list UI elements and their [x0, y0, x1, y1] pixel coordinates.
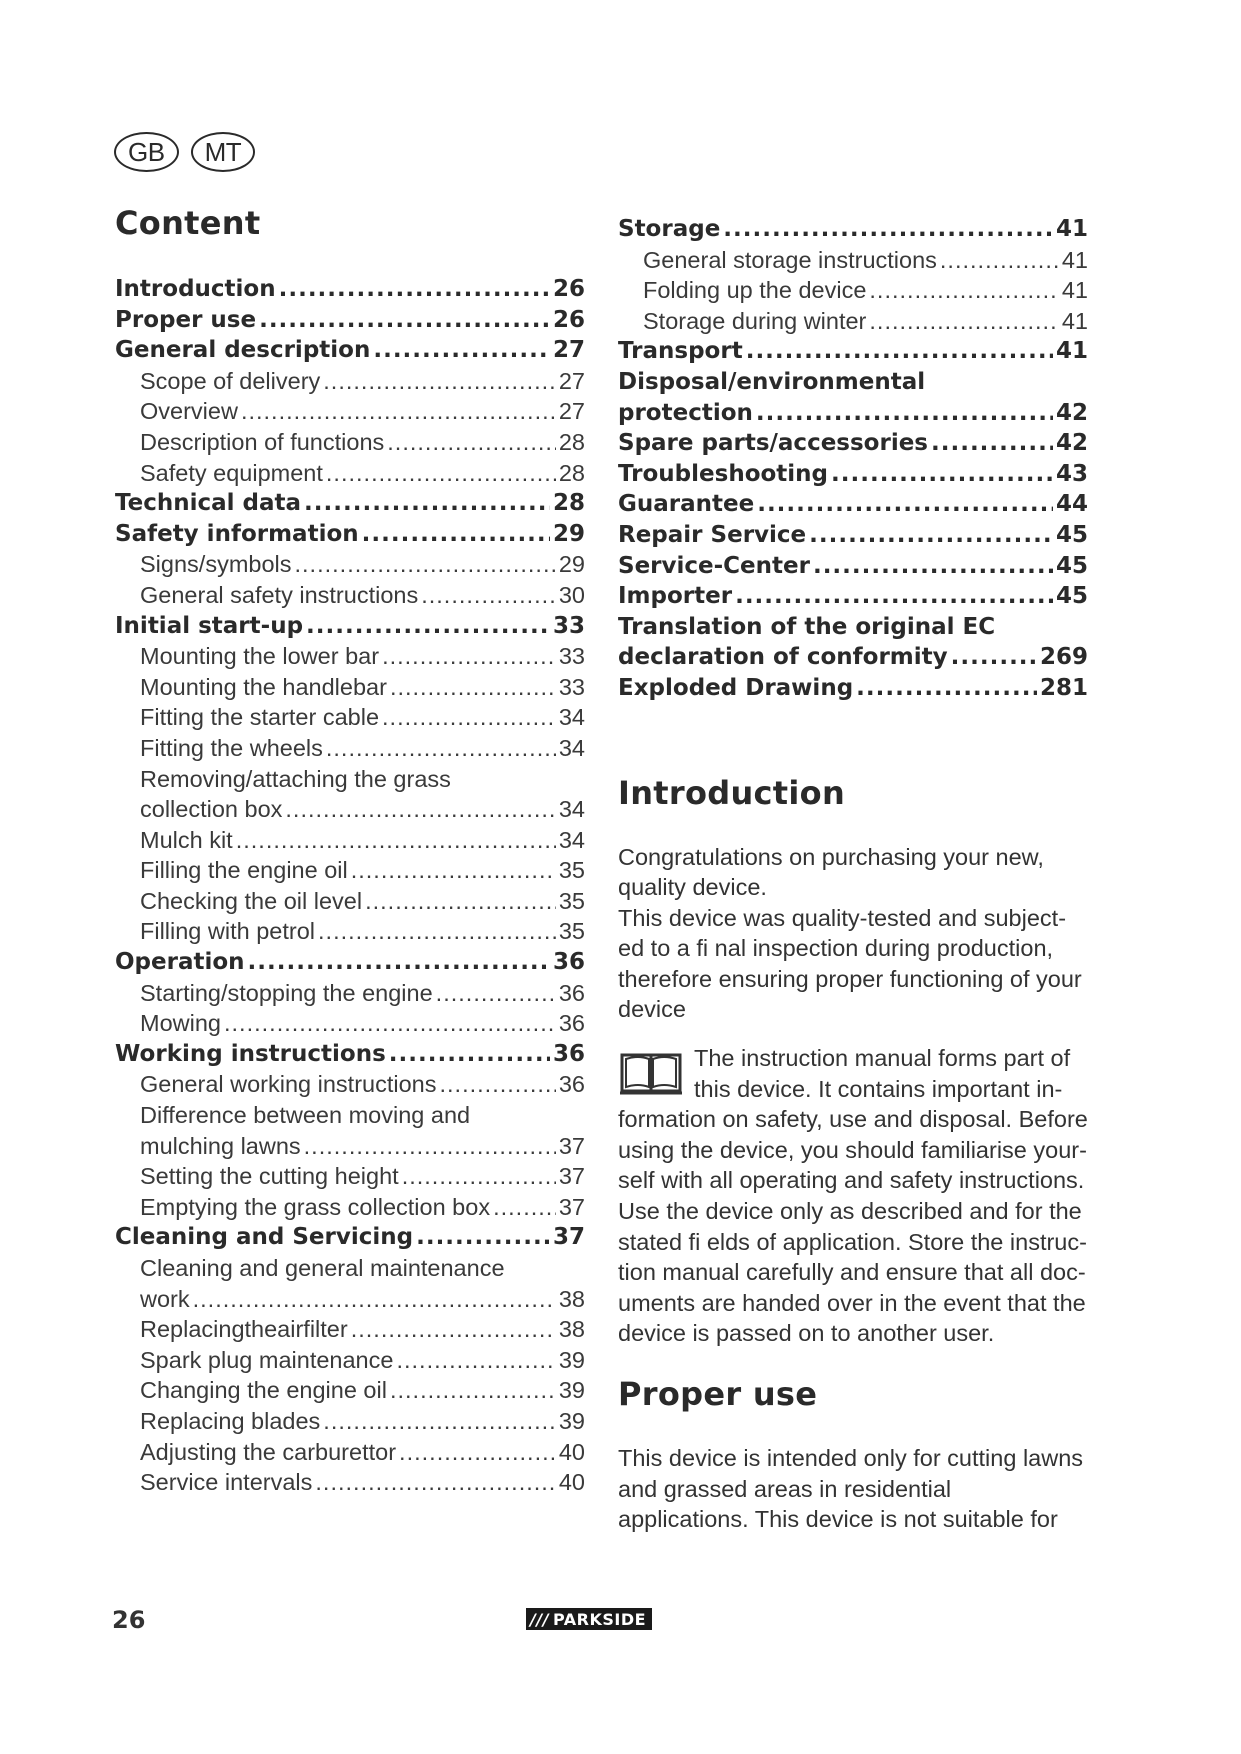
toc-leader-dots [382, 702, 556, 733]
toc-entry-page: 38 [558, 1285, 585, 1312]
toc-leader-dots [382, 641, 556, 672]
toc-entry-label: work [140, 1285, 190, 1312]
toc-entry-page: 26 [552, 276, 585, 302]
toc-entry-page: 37 [558, 1193, 585, 1220]
content-heading: Content [115, 204, 261, 242]
toc-entry-page: 36 [558, 1010, 585, 1037]
toc-entry [115, 1039, 585, 1070]
toc-entry-page: 37 [552, 1224, 585, 1251]
toc-entry [115, 886, 585, 917]
toc-entry-label: Exploded Drawing [618, 674, 854, 701]
brand-slashes: /// [530, 1609, 550, 1629]
language-badge-mt: MT [191, 132, 256, 172]
toc-entry [115, 855, 585, 886]
toc-entry-label: Checking the oil level [140, 887, 363, 914]
toc-entry-page: 34 [558, 826, 585, 853]
toc-entry-page: 36 [552, 1040, 585, 1067]
toc-entry-label: Importer [618, 583, 733, 610]
toc-entry [115, 794, 585, 825]
toc-leader-dots [940, 245, 1059, 276]
toc-leader-dots [351, 1314, 556, 1345]
toc-entry [115, 1284, 585, 1315]
toc-entry-label: Description of functions [140, 428, 385, 455]
toc-entry [115, 335, 585, 366]
toc-entry [618, 673, 1088, 704]
toc-entry-label: Service intervals [140, 1469, 313, 1496]
toc-leader-dots [399, 1437, 556, 1468]
toc-entry-page: 41 [1061, 307, 1088, 334]
toc-leader-dots [279, 274, 550, 305]
toc-leader-dots [241, 396, 556, 427]
page-number: 26 [112, 1606, 146, 1634]
toc-leader-dots [387, 427, 556, 458]
toc-entry [115, 366, 585, 397]
toc-leader-dots [746, 336, 1053, 367]
introduction-paragraph-2: This device was quality-tested and subject- ed to a fi nal inspection during production, therefore ensuring proper functioning of your device [618, 904, 1082, 1023]
toc-leader-dots [248, 947, 550, 978]
toc-leader-dots [304, 488, 550, 519]
toc-entry-label: Safety equipment [140, 459, 323, 486]
toc-entry-page: 44 [1055, 491, 1088, 518]
toc-leader-dots [931, 428, 1053, 459]
toc-entry-page: 37 [558, 1132, 585, 1159]
toc-entry-label: Spare parts/accessories [618, 430, 928, 457]
toc-entry-label: Filling with petrol [140, 918, 316, 945]
toc-leader-dots [396, 1345, 555, 1376]
toc-entry [618, 275, 1088, 306]
toc-entry-page: 39 [558, 1407, 585, 1434]
toc-leader-dots [421, 580, 556, 611]
toc-leader-dots [869, 306, 1058, 337]
toc-entry-page: 35 [558, 887, 585, 914]
toc-entry-label: Overview [140, 398, 238, 425]
toc-entry-label: Repair Service [618, 521, 807, 548]
left-column [115, 204, 585, 1498]
toc-entry [618, 551, 1088, 582]
toc-entry [115, 1100, 585, 1131]
toc-entry-label: mulching lawns [140, 1132, 301, 1159]
toc-entry-label: Proper use [115, 306, 257, 333]
toc-entry [115, 274, 585, 305]
toc-entry-label: General working instructions [140, 1071, 437, 1098]
toc-entry [115, 733, 585, 764]
toc-entry-page: 38 [558, 1316, 585, 1343]
toc-entry-page: 39 [558, 1346, 585, 1373]
toc-entry-label: Disposal/environmental [618, 368, 926, 395]
toc-entry [115, 549, 585, 580]
toc-leader-dots [390, 672, 556, 703]
toc-entry-label: collection box [140, 796, 283, 823]
toc-leader-dots [869, 275, 1058, 306]
toc-leader-dots [436, 978, 556, 1009]
toc-entry-page: 33 [558, 673, 585, 700]
toc-entry-page: 41 [1061, 277, 1088, 304]
toc-leader-dots [756, 398, 1053, 429]
toc-leader-dots [315, 1467, 555, 1498]
toc-entry-label: protection [618, 399, 753, 426]
toc-entry [115, 488, 585, 519]
toc-entry [115, 458, 585, 489]
right-column [618, 214, 1088, 1535]
toc-entry-page: 36 [552, 949, 585, 976]
toc-leader-dots [951, 642, 1037, 673]
toc-leader-dots [809, 520, 1053, 551]
toc-entry-label: Starting/stopping the engine [140, 979, 433, 1006]
toc-entry-label: Cleaning and general maintenance [140, 1255, 505, 1281]
toc-entry-page: 35 [558, 918, 585, 945]
toc-entry [115, 978, 585, 1009]
toc-entry-label: Storage during winter [643, 307, 867, 334]
toc-entry-label: Fitting the wheels [140, 734, 323, 761]
toc-entry [115, 1406, 585, 1437]
toc-entry-label: Introduction [115, 276, 276, 302]
toc-entry-label: Initial start-up [115, 612, 304, 639]
toc-entry [115, 1437, 585, 1468]
toc-leader-dots [831, 459, 1053, 490]
toc-entry-label: Spark plug maintenance [140, 1346, 394, 1373]
toc-entry [115, 1375, 585, 1406]
toc-entry [618, 398, 1088, 429]
toc-entry-label: Service-Center [618, 552, 810, 579]
toc-entry [115, 396, 585, 427]
toc-leader-dots [365, 886, 556, 917]
toc-entry [115, 305, 585, 336]
toc-entry-page: 43 [1055, 460, 1088, 487]
toc-entry-label: Replacingtheairfilter [140, 1316, 348, 1343]
toc-entry [618, 245, 1088, 276]
toc-entry [618, 612, 1088, 643]
toc-entry [115, 1131, 585, 1162]
language-badge-gb: GB [114, 132, 179, 172]
brand-logo [526, 1608, 652, 1630]
toc-entry-page: 29 [558, 551, 585, 578]
toc-entry-page: 42 [1055, 430, 1088, 457]
toc-leader-dots [323, 366, 556, 397]
table-of-contents-right [618, 214, 1088, 704]
toc-entry-label: Mounting the handlebar [140, 673, 387, 700]
toc-entry [115, 825, 585, 856]
toc-leader-dots [295, 549, 556, 580]
toc-entry [115, 1467, 585, 1498]
toc-entry [115, 764, 585, 795]
toc-leader-dots [440, 1069, 556, 1100]
toc-entry-page: 40 [558, 1469, 585, 1496]
toc-entry-page: 41 [1055, 216, 1088, 242]
toc-leader-dots [362, 519, 550, 550]
toc-entry-label: Transport [618, 338, 743, 365]
toc-leader-dots [735, 581, 1053, 612]
toc-entry-page: 27 [558, 367, 585, 394]
toc-entry-page: 40 [558, 1438, 585, 1465]
toc-entry-label: Cleaning and Servicing [115, 1224, 414, 1251]
toc-entry-page: 41 [1055, 338, 1088, 365]
toc-leader-dots [373, 335, 550, 366]
toc-entry [618, 336, 1088, 367]
toc-entry [115, 702, 585, 733]
toc-entry [618, 642, 1088, 673]
toc-entry-page: 36 [558, 1071, 585, 1098]
book-icon [618, 1049, 684, 1099]
toc-leader-dots [813, 551, 1053, 582]
toc-entry-page: 34 [558, 704, 585, 731]
toc-entry-label: Safety information [115, 520, 359, 547]
toc-entry-page: 28 [552, 490, 585, 517]
toc-entry-label: Scope of delivery [140, 367, 321, 394]
toc-leader-dots [304, 1131, 556, 1162]
toc-entry-label: General safety instructions [140, 581, 419, 608]
toc-entry-label: Guarantee [618, 491, 755, 518]
toc-entry-page: 36 [558, 979, 585, 1006]
toc-entry-label: Signs/symbols [140, 551, 292, 578]
toc-leader-dots [389, 1039, 550, 1070]
toc-entry-label: Removing/attaching the grass [140, 765, 451, 792]
toc-entry-label: Operation [115, 949, 245, 976]
toc-entry-label: Filling the engine oil [140, 857, 348, 884]
manual-notice-text: The instruction manual forms part of this device. It contains important in- formation on safety, use and disposal. Before using the device, you should familiarise your- self with all operating and safety instructions. Use the device only as described and for the stated fi elds of application. Store the instruc- tion manual carefully and ensure that all doc- uments are handed over in the event that the device is passed on to another user. [618, 1045, 1088, 1347]
toc-entry-page: 28 [558, 459, 585, 486]
toc-entry [618, 367, 1088, 398]
toc-leader-dots [723, 214, 1053, 245]
toc-entry-page: 33 [552, 612, 585, 639]
toc-entry [115, 947, 585, 978]
toc-leader-dots [318, 916, 556, 947]
toc-entry-label: Setting the cutting height [140, 1163, 399, 1190]
toc-leader-dots [224, 1008, 556, 1039]
toc-entry [115, 1253, 585, 1284]
toc-entry [115, 580, 585, 611]
toc-entry [115, 1314, 585, 1345]
toc-entry-page: 30 [558, 581, 585, 608]
toc-entry-page: 35 [558, 857, 585, 884]
toc-entry-page: 34 [558, 734, 585, 761]
toc-entry-label: Technical data [115, 490, 302, 517]
toc-entry [618, 428, 1088, 459]
toc-leader-dots [323, 1406, 556, 1437]
brand-name: PARKSIDE [553, 1609, 647, 1629]
toc-entry-page: 37 [558, 1163, 585, 1190]
toc-entry [115, 916, 585, 947]
toc-entry [618, 489, 1088, 520]
introduction-paragraph-1: Congratulations on purchasing your new, quality device. [618, 843, 1044, 901]
toc-leader-dots [856, 673, 1037, 704]
toc-entry-label: Mulch kit [140, 826, 233, 853]
toc-entry-page: 26 [552, 306, 585, 333]
toc-leader-dots [757, 489, 1053, 520]
toc-entry-page: 281 [1039, 674, 1088, 701]
toc-entry-page: 45 [1055, 583, 1088, 610]
toc-entry [115, 1345, 585, 1376]
toc-entry [115, 672, 585, 703]
toc-entry-page: 27 [558, 398, 585, 425]
toc-entry-label: General description [115, 337, 371, 364]
toc-entry [618, 306, 1088, 337]
toc-entry [115, 1222, 585, 1253]
toc-leader-dots [351, 855, 556, 886]
toc-entry-page: 28 [558, 428, 585, 455]
manual-notice [618, 1043, 1088, 1349]
toc-entry [115, 1008, 585, 1039]
toc-entry-label: Folding up the device [643, 277, 867, 304]
toc-entry-page: 33 [558, 643, 585, 670]
toc-entry-label: Changing the engine oil [140, 1377, 387, 1404]
introduction-heading: Introduction [618, 773, 846, 812]
proper-use-heading: Proper use [618, 1375, 818, 1413]
toc-leader-dots [402, 1161, 556, 1192]
toc-entry-label: Replacing blades [140, 1407, 321, 1434]
toc-leader-dots [493, 1192, 556, 1223]
toc-leader-dots [285, 794, 555, 825]
toc-entry-label: Mounting the lower bar [140, 643, 380, 670]
toc-entry [618, 459, 1088, 490]
toc-entry-page: 269 [1039, 644, 1088, 671]
toc-entry-label: Mowing [140, 1010, 221, 1037]
toc-entry-label: Difference between moving and [140, 1102, 471, 1129]
toc-entry [115, 1161, 585, 1192]
toc-entry-label: Adjusting the carburettor [140, 1438, 397, 1465]
toc-entry [618, 214, 1088, 245]
toc-entry-label: Working instructions [115, 1040, 386, 1067]
toc-entry-label: Translation of the original EC [618, 613, 996, 640]
toc-leader-dots [259, 305, 550, 336]
toc-entry-label: Storage [618, 216, 721, 242]
toc-leader-dots [326, 458, 556, 489]
toc-entry-label: General storage instructions [643, 246, 937, 273]
toc-entry [115, 427, 585, 458]
proper-use-paragraph: This device is intended only for cutting lawns and grassed areas in residential applications. This device is not suitable for [618, 1445, 1084, 1533]
toc-entry-page: 45 [1055, 552, 1088, 579]
toc-entry-label: Troubleshooting [618, 460, 829, 487]
toc-entry-page: 41 [1061, 246, 1088, 273]
language-badges [114, 132, 255, 172]
toc-entry [115, 641, 585, 672]
toc-entry [618, 520, 1088, 551]
toc-entry [115, 1069, 585, 1100]
toc-entry-label: Emptying the grass collection box [140, 1193, 491, 1220]
toc-leader-dots [193, 1284, 556, 1315]
toc-entry [115, 1192, 585, 1223]
toc-entry-page: 27 [552, 337, 585, 364]
toc-leader-dots [236, 825, 556, 856]
toc-entry [618, 581, 1088, 612]
toc-entry-label: Fitting the starter cable [140, 704, 380, 731]
toc-leader-dots [416, 1222, 550, 1253]
toc-entry-page: 34 [558, 796, 585, 823]
toc-entry-page: 42 [1055, 399, 1088, 426]
toc-entry-page: 29 [552, 520, 585, 547]
table-of-contents-left [115, 274, 585, 1498]
toc-entry [115, 519, 585, 550]
toc-entry [115, 611, 585, 642]
toc-entry-page: 45 [1055, 521, 1088, 548]
toc-entry-page: 39 [558, 1377, 585, 1404]
toc-leader-dots [326, 733, 556, 764]
toc-leader-dots [390, 1375, 556, 1406]
toc-entry-label: declaration of conformity [618, 644, 948, 671]
toc-leader-dots [306, 611, 550, 642]
